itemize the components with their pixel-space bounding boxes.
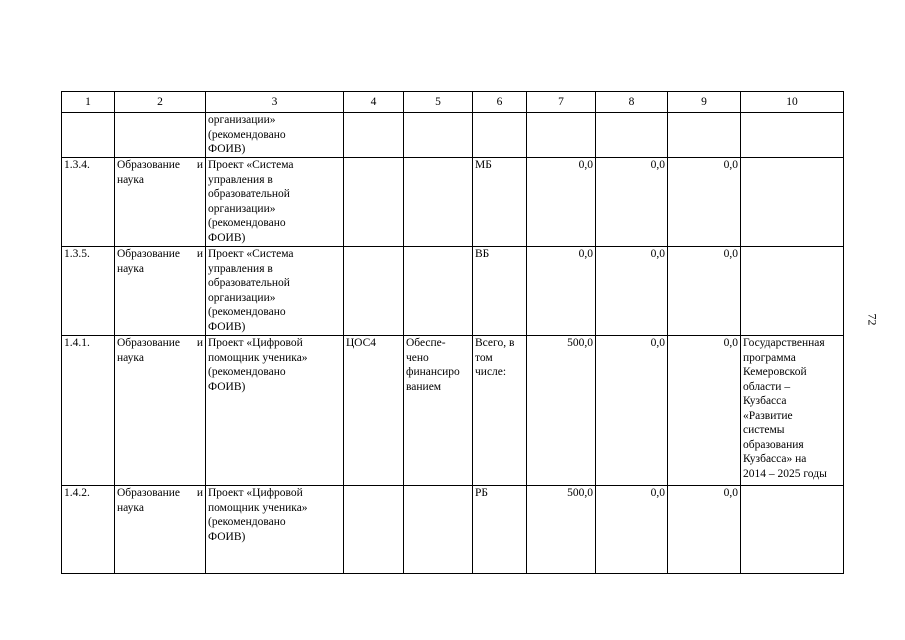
data-table (61, 91, 844, 574)
cell-value-9: 0,0 (668, 158, 741, 247)
page-number: 72 (865, 313, 880, 326)
cell-program: Государственная программа Кемеровской области – Кузбасса «Развитие системы образования Кузбасса» на 2014 – 2025 годы (741, 336, 844, 486)
sphere-word: Образование (117, 159, 181, 171)
cell-value-9: 0,0 (668, 336, 741, 486)
cell-project: Проект «Система управления в образовательной организации» (рекомендовано ФОИВ) (206, 247, 344, 336)
cell-project: организации» (рекомендовано ФОИВ) (206, 113, 344, 158)
header-cell: 2 (115, 92, 206, 113)
cell-number: 1.4.2. (62, 486, 115, 574)
sphere-word-2: наука (117, 262, 144, 275)
cell-program (741, 247, 844, 336)
sphere-word: Образование (117, 337, 181, 349)
cell-value-7: 500,0 (527, 336, 596, 486)
cell-value-8: 0,0 (596, 158, 668, 247)
cell-code (344, 113, 404, 158)
table-header-row (62, 92, 844, 113)
cell-number (62, 113, 115, 158)
cell-sphere (115, 336, 206, 486)
cell-sphere (115, 247, 206, 336)
header-cell: 6 (473, 92, 527, 113)
cell-source: ВБ (473, 247, 527, 336)
header-cell: 3 (206, 92, 344, 113)
cell-program (741, 486, 844, 574)
cell-source: Всего, в том числе: (473, 336, 527, 486)
cell-value-7: 0,0 (527, 247, 596, 336)
header-cell: 10 (741, 92, 844, 113)
cell-program (741, 113, 844, 158)
cell-code (344, 486, 404, 574)
cell-value-7 (527, 113, 596, 158)
cell-value-8: 0,0 (596, 486, 668, 574)
header-cell: 5 (404, 92, 473, 113)
header-cell: 8 (596, 92, 668, 113)
header-cell: 1 (62, 92, 115, 113)
table-row (62, 247, 844, 336)
cell-project: Проект «Цифровой помощник ученика» (рекомендовано ФОИВ) (206, 336, 344, 486)
cell-status (404, 113, 473, 158)
cell-value-9: 0,0 (668, 247, 741, 336)
sphere-conj: и (196, 337, 203, 349)
cell-project: Проект «Цифровой помощник ученика» (рекомендовано ФОИВ) (206, 486, 344, 574)
cell-number: 1.4.1. (62, 336, 115, 486)
cell-value-9: 0,0 (668, 486, 741, 574)
sphere-conj: и (196, 159, 203, 171)
cell-sphere (115, 486, 206, 574)
sphere-conj: и (196, 248, 203, 260)
sphere-word-2: наука (117, 501, 144, 514)
cell-value-7: 0,0 (527, 158, 596, 247)
cell-value-7: 500,0 (527, 486, 596, 574)
sphere-conj: и (196, 487, 203, 499)
header-cell: 4 (344, 92, 404, 113)
cell-status (404, 158, 473, 247)
cell-value-9 (668, 113, 741, 158)
sphere-word-2: наука (117, 173, 144, 186)
header-cell: 7 (527, 92, 596, 113)
cell-value-8: 0,0 (596, 336, 668, 486)
cell-value-8: 0,0 (596, 247, 668, 336)
cell-status: Обеспе- чено финансиро ванием (404, 336, 473, 486)
cell-status (404, 247, 473, 336)
sphere-word: Образование (117, 487, 181, 499)
cell-program (741, 158, 844, 247)
cell-number: 1.3.5. (62, 247, 115, 336)
header-cell: 9 (668, 92, 741, 113)
sphere-word-2: наука (117, 351, 144, 364)
cell-project: Проект «Система управления в образовательной организации» (рекомендовано ФОИВ) (206, 158, 344, 247)
cell-source (473, 113, 527, 158)
cell-status (404, 486, 473, 574)
cell-code (344, 247, 404, 336)
cell-sphere (115, 113, 206, 158)
table-row (62, 486, 844, 574)
cell-code: ЦОС4 (344, 336, 404, 486)
table-row (62, 336, 844, 486)
cell-value-8 (596, 113, 668, 158)
cell-number: 1.3.4. (62, 158, 115, 247)
cell-code (344, 158, 404, 247)
table-row (62, 158, 844, 247)
table-row (62, 113, 844, 158)
cell-source: МБ (473, 158, 527, 247)
cell-sphere (115, 158, 206, 247)
sphere-word: Образование (117, 248, 181, 260)
cell-source: РБ (473, 486, 527, 574)
